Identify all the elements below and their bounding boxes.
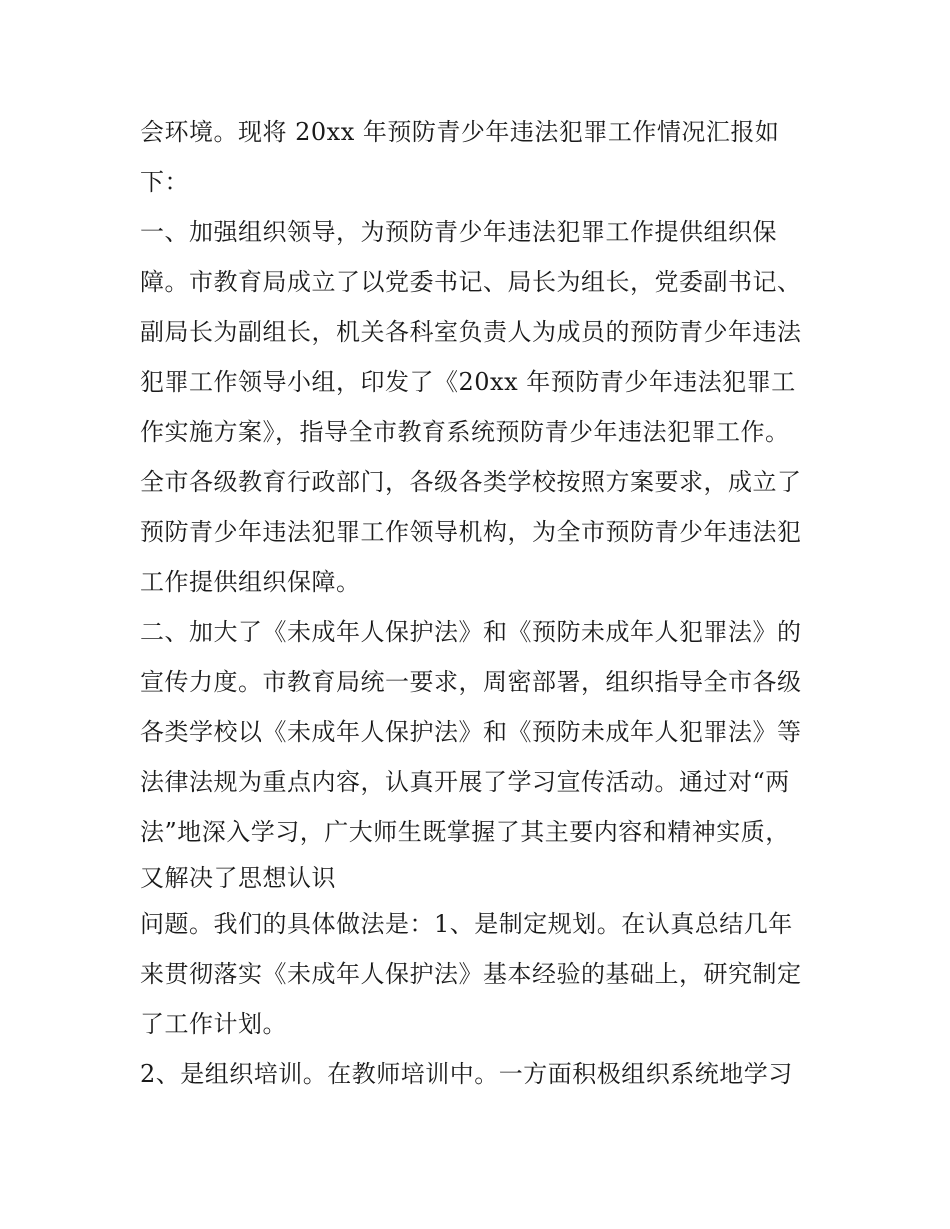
text-line: 障。市教育局成立了以党委书记、局长为组长，党委副书记、	[140, 268, 802, 296]
document-body	[140, 107, 830, 1099]
text-line: 各类学校以《未成年人保护法》和《预防未成年人犯罪法》等	[140, 718, 802, 746]
text-line: 宣传力度。市教育局统一要求，周密部署，组织指导全市各级	[140, 668, 802, 696]
text-line: 二、加大了《未成年人保护法》和《预防未成年人犯罪法》的	[140, 618, 802, 646]
text-line: 法律法规为重点内容，认真开展了学习宣传活动。通过对“两	[140, 768, 790, 796]
text-line: 作实施方案》，指导全市教育系统预防青少年违法犯罪工作。	[140, 418, 790, 446]
text-line: 问题。我们的具体做法是：1、是制定规划。在认真总结几年	[140, 910, 793, 938]
text-line: 2、是组织培训。在教师培训中。一方面积极组织系统地学习	[140, 1060, 793, 1088]
text-line: 又解决了思想认识	[140, 864, 336, 892]
text-line: 全市各级教育行政部门，各级各类学校按照方案要求，成立了	[140, 468, 802, 496]
text-line: 会环境。现将 20xx 年预防青少年违法犯罪工作情况汇报如	[140, 118, 780, 146]
text-line: 法”地深入学习，广大师生既掌握了其主要内容和精神实质，	[140, 818, 790, 846]
text-line: 一、加强组织领导，为预防青少年违法犯罪工作提供组织保	[140, 218, 777, 246]
text-line: 工作提供组织保障。	[140, 568, 361, 596]
text-line: 预防青少年违法犯罪工作领导机构，为全市预防青少年违法犯	[140, 518, 802, 546]
text-line: 了工作计划。	[140, 1010, 287, 1038]
text-line: 来贯彻落实《未成年人保护法》基本经验的基础上，研究制定	[140, 960, 802, 988]
text-line: 下：	[140, 168, 189, 196]
text-line: 犯罪工作领导小组，印发了《20xx 年预防青少年违法犯罪工	[140, 368, 796, 396]
text-line: 副局长为副组长，机关各科室负责人为成员的预防青少年违法	[140, 318, 802, 346]
